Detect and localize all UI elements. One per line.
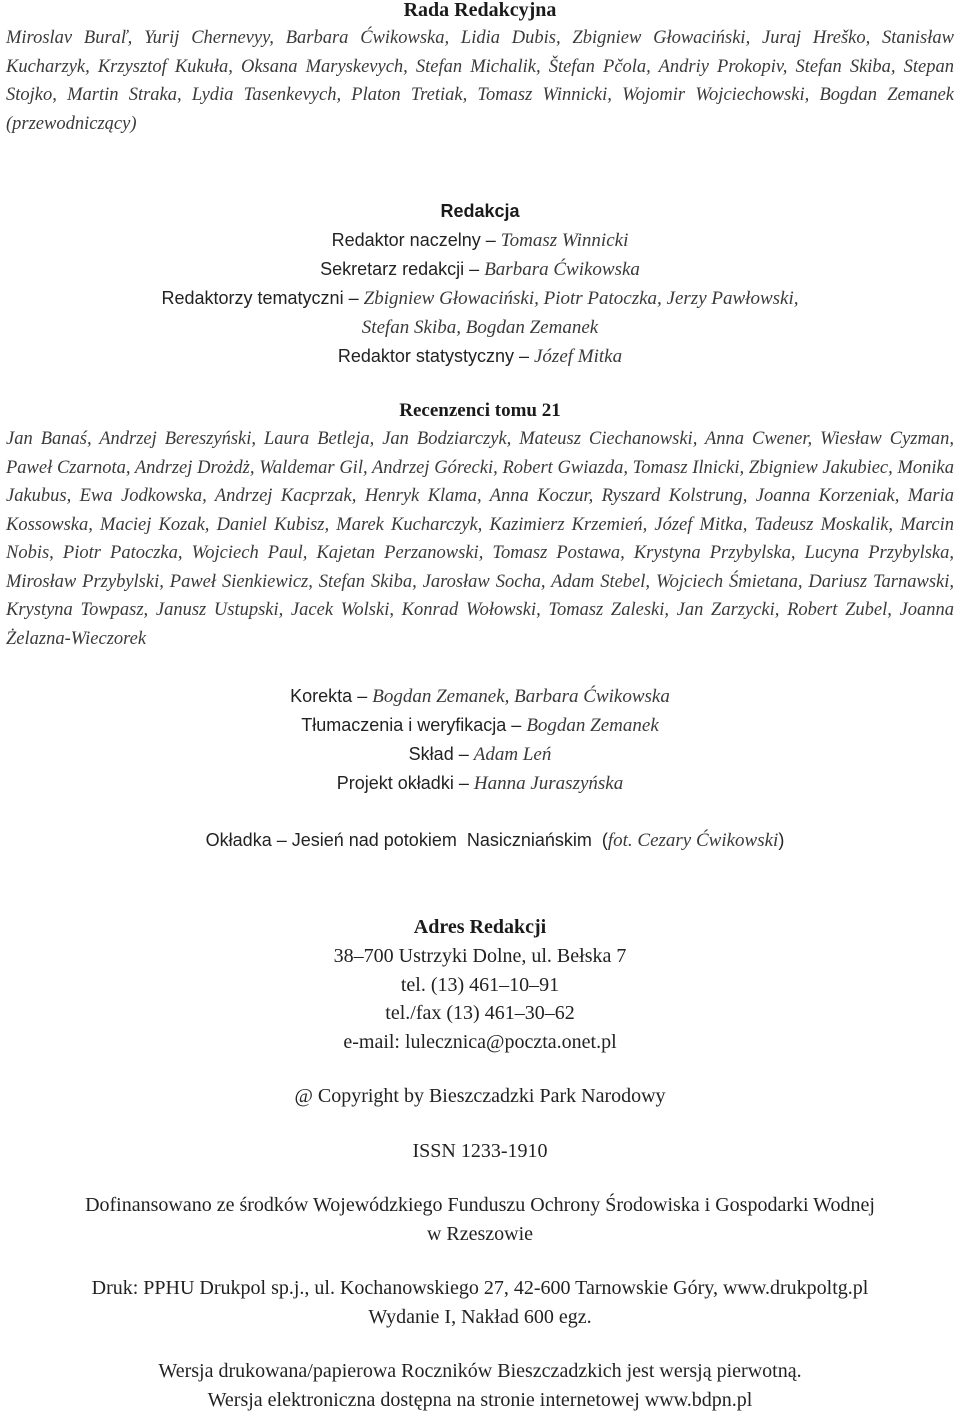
editorial-row-continued bbox=[6, 313, 954, 342]
print-section bbox=[6, 1274, 954, 1331]
spacer bbox=[6, 883, 954, 912]
role-label: Skład bbox=[408, 744, 454, 764]
photo-credit: fot. Cezary Ćwikowski bbox=[607, 830, 779, 851]
role-label: Sekretarz redakcji bbox=[320, 259, 465, 279]
address-heading: Adres Redakcji bbox=[413, 916, 547, 938]
dash: – bbox=[469, 259, 480, 279]
address-email[interactable]: e-mail: lulecznica@poczta.onet.pl bbox=[343, 1030, 617, 1053]
print-edition: Wydanie I, Nakład 600 egz. bbox=[368, 1305, 592, 1328]
role-names: Adam Leń bbox=[473, 744, 552, 765]
role-label: Korekta bbox=[290, 686, 353, 706]
funding-line: Dofinansowano ze środków Wojewódzkiego Funduszu Ochrony Środowiska i Gospodarki Wodnej bbox=[85, 1194, 875, 1216]
role-names: Stefan Skiba, Bogdan Zemanek bbox=[361, 317, 599, 338]
spacer bbox=[6, 371, 954, 397]
production-row bbox=[6, 711, 954, 740]
editorial-row bbox=[6, 226, 954, 255]
reviewers-list: Jan Banaś, Andrzej Bereszyński, Laura Betleja, Jan Bodziarczyk, Mateusz Ciechanowski, Anna Cwener, Wiesław Cyzman, Paweł Czarnota, Andrzej Drożdż, Waldemar Gil, Andrzej Górecki, Robert Gwiazda, Tomasz Ilnicki, Zbigniew Jakubiec, Monika Jakubus, Ewa Jodkowska, Andrzej Kacprzak, Henryk Klama, Anna Koczur, Ryszard Kolstrung, Joanna Korzeniak, Maria Kossowska, Maciej Kozak, Daniel Kubisz, Marek Kucharczyk, Kazimierz Krzemień, Józef Mitka, Tadeusz Moskalik, Marcin Nobis, Piotr Patoczka, Wojciech Paul, Kajetan Perzanowski, Tomasz Postawa, Krystyna Przybylska, Lucyna Przybylska, Mirosław Przybylski, Paweł Sienkiewicz, Stefan Skiba, Jarosław Socha, Adam Stebel, Wojciech Śmietana, Dariusz Tarnawski, Krystyna Towpasz, Janusz Ustupski, Jacek Wolski, Konrad Wołowski, Tomasz Zaleski, Jan Zarzycki, Robert Zubel, Joanna Żelazna-Wieczorek bbox=[6, 429, 954, 649]
address-phone: tel. (13) 461–10–91 bbox=[400, 973, 560, 996]
version-line: Wersja elektroniczna dostępna na stronie internetowej www.bdpn.pl bbox=[207, 1388, 753, 1411]
copyright-line: @ Copyright by Bieszczadzki Park Narodowy bbox=[294, 1085, 666, 1107]
funding-section bbox=[6, 1191, 954, 1248]
spacer bbox=[6, 653, 954, 682]
issn-line: ISSN 1233-1910 bbox=[412, 1139, 548, 1162]
board-members: Miroslav Buraľ, Yurij Chernevyy, Barbara Ćwikowska, Lidia Dubis, Zbigniew Głowaciński, Juraj Hreško, Stanisław Kucharzyk, Krzysztof Kukuła, Oksana Maryskevych, Stefan Michalik, Štefan Pčola, Andriy Prokopiv, Stefan Skiba, Stepan Stojko, Martin Straka, Lydia Tasenkevych, Platon Tretiak, Tomasz Winnicki, Wojomir Wojciechowski, Bogdan Zemanek (przewodniczący) bbox=[6, 28, 954, 134]
spacer bbox=[6, 1056, 954, 1082]
production-row bbox=[6, 769, 954, 798]
spacer bbox=[6, 1331, 954, 1357]
print-line: Druk: PPHU Drukpol sp.j., ul. Kochanowskiego 27, 42-600 Tarnowskie Góry, www.drukpoltg.pl bbox=[91, 1277, 869, 1299]
role-names: Hanna Juraszyńska bbox=[473, 773, 624, 794]
spacer bbox=[6, 138, 954, 196]
funding-line: w Rzeszowie bbox=[426, 1222, 534, 1245]
dash: – bbox=[348, 288, 359, 308]
role-names: Barbara Ćwikowska bbox=[484, 259, 640, 280]
role-label: Projekt okładki bbox=[336, 773, 454, 793]
versions-section bbox=[6, 1357, 954, 1414]
dash: – bbox=[357, 686, 368, 706]
reviewers-heading: Recenzenci tomu 21 bbox=[399, 400, 561, 421]
role-label: Tłumaczenia i weryfikacja bbox=[301, 715, 507, 735]
cover-text: Okładka – Jesień nad potokiem Nasiczniańskim ( bbox=[205, 830, 608, 850]
role-names: Bogdan Zemanek bbox=[526, 715, 659, 736]
editorial-row bbox=[6, 342, 954, 371]
spacer bbox=[6, 1165, 954, 1191]
version-line: Wersja drukowana/papierowa Roczników Bieszczadzkich jest wersją pierwotną. bbox=[158, 1360, 802, 1382]
role-label: Redaktor naczelny bbox=[331, 230, 481, 250]
role-names: Zbigniew Głowaciński, Piotr Patoczka, Jerzy Pawłowski, bbox=[363, 288, 799, 309]
address-section bbox=[6, 912, 954, 1056]
role-label: Redaktor statystyczny bbox=[337, 346, 514, 366]
editorial-heading: Redakcja bbox=[440, 201, 520, 221]
role-names: Tomasz Winnicki bbox=[500, 230, 629, 251]
address-street: 38–700 Ustrzyki Dolne, ul. Bełska 7 bbox=[333, 945, 627, 967]
dash: – bbox=[458, 744, 469, 764]
board-heading: Rada Redakcyjna bbox=[403, 0, 557, 21]
spacer bbox=[6, 1248, 954, 1274]
production-row bbox=[6, 740, 954, 769]
dash: – bbox=[518, 346, 529, 366]
editorial-section bbox=[6, 196, 954, 371]
production-row bbox=[6, 682, 954, 711]
dash: – bbox=[485, 230, 496, 250]
production-section bbox=[6, 682, 954, 883]
address-fax: tel./fax (13) 461–30–62 bbox=[385, 1002, 575, 1024]
cover-credit bbox=[6, 798, 954, 883]
role-names: Bogdan Zemanek, Barbara Ćwikowska bbox=[372, 686, 670, 707]
dash: – bbox=[511, 715, 522, 735]
role-names: Józef Mitka bbox=[534, 346, 623, 367]
cover-close: ) bbox=[778, 830, 785, 850]
spacer bbox=[6, 1111, 954, 1137]
editorial-row bbox=[6, 255, 954, 284]
editorial-row bbox=[6, 284, 954, 313]
dash: – bbox=[458, 773, 469, 793]
role-label: Redaktorzy tematyczni bbox=[161, 288, 344, 308]
